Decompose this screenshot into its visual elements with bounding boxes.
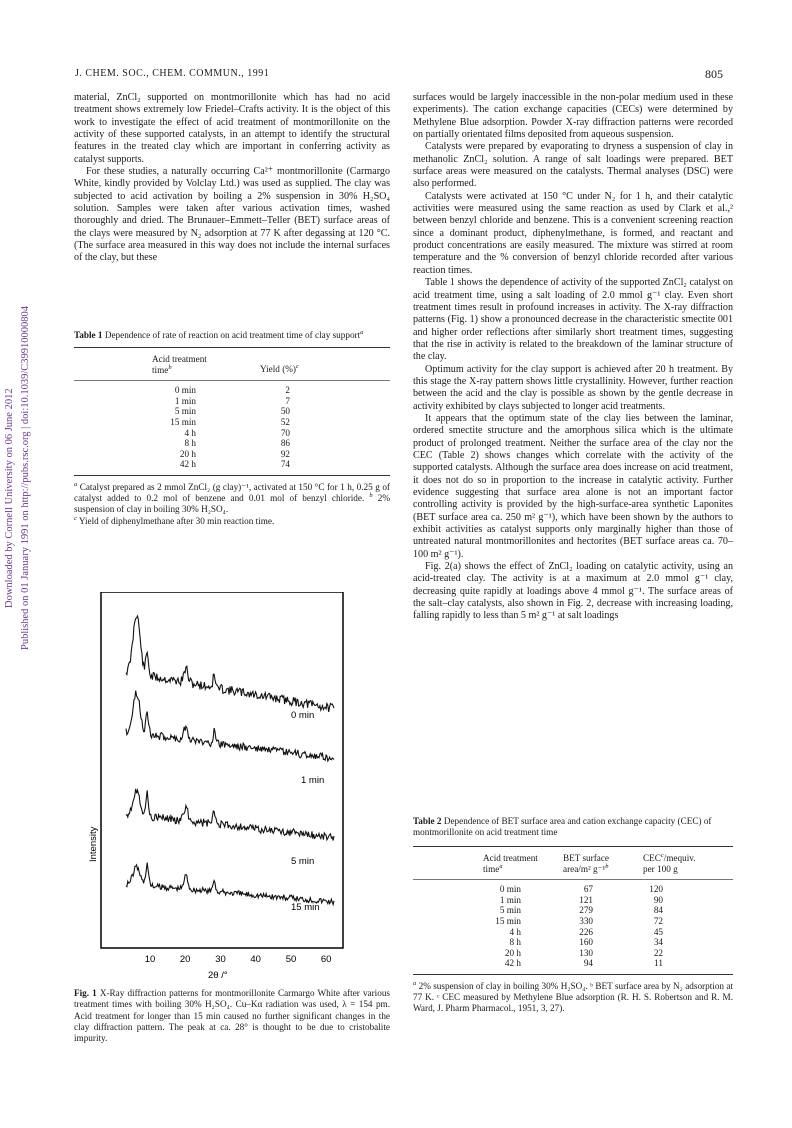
- table-row: [74, 385, 390, 396]
- x-tick-label: 10: [144, 954, 156, 965]
- divider: [413, 846, 733, 847]
- trace-label: 1 min: [301, 775, 325, 786]
- running-head: [75, 68, 723, 79]
- yield-cell: 86: [280, 438, 290, 449]
- paragraph: For these studies, a naturally occurring Ca²⁺ montmorillonite (Carmargo White, kindly provided by Volclay Ltd.) was used as supplied. The clay was subjected to acid activation by boiling a 2% suspension in 30% H₂SO₄ solution. Samples were taken after various activation times, washed thoroughly and dried. The Brunauer–Emmett–Teller (BET) surface areas of the clays were measured by N₂ adsorption at 77 K after degassing at 120 °C. (The surface area measured in this way does not include the internal surfaces of the clay, but these: [74, 166, 390, 264]
- time-cell: 1 min: [174, 395, 196, 406]
- cec-cell: 34: [653, 937, 663, 948]
- cec-cell: 84: [653, 905, 663, 916]
- trace-label: 5 min: [291, 856, 315, 867]
- table-caption: Table 1 Dependence of rate of reaction on acid treatment time of clay support$^a$: [74, 328, 364, 340]
- table-footnotes: $^a$ Catalyst prepared as 2 mmol ZnCl₂ (g clay)⁻¹, activated at 150 °C for 1 h, 0.25 g of catalyst added to 0.2 mol of benzene and 0.01 mol of benzyl chloride. $^b$ 2% suspension of clay in boiling 30% H₂SO₄. $^c$ Yield of diphenylmethane after 30 min reaction time.: [74, 480, 390, 526]
- area-cell: 121: [579, 894, 593, 905]
- divider: [413, 879, 733, 880]
- time-cell: 0 min: [499, 884, 521, 895]
- divider: [413, 974, 733, 975]
- x-tick-label: 60: [320, 954, 332, 965]
- x-tick-label: 30: [215, 954, 226, 965]
- x-tick-labels: [145, 954, 332, 965]
- doi-link[interactable]: Published on 01 January 1991 on http://pubs.rsc.org | doi:10.1039/C39910000804: [20, 305, 31, 650]
- x-tick-label: 50: [285, 954, 297, 965]
- right-column: [413, 92, 733, 623]
- yield-cell: 92: [280, 448, 290, 459]
- yield-cell: 74: [280, 459, 290, 470]
- table-row: [413, 884, 733, 895]
- table-header: Acid treatment time$^a$ BET surface area/m² g⁻¹$^b$ CEC$^c$/mequiv. per 100 g: [483, 851, 696, 874]
- x-axis-label: 2θ /°: [208, 970, 228, 980]
- yield-cell: 70: [280, 427, 290, 438]
- time-cell: 1 min: [499, 894, 521, 905]
- time-cell: 20 h: [179, 448, 196, 459]
- download-note: Downloaded by Cornell University on 06 June 2012: [4, 388, 15, 608]
- table-row: [74, 417, 390, 428]
- time-cell: 42 h: [179, 459, 196, 470]
- time-cell: 5 min: [174, 406, 196, 417]
- xrd-plot: [86, 592, 356, 980]
- area-cell: 67: [583, 884, 593, 895]
- yield-cell: 7: [285, 395, 290, 406]
- time-cell: 42 h: [504, 958, 521, 969]
- divider: [74, 347, 390, 348]
- x-tick-label: 40: [250, 954, 261, 965]
- table-row: [413, 948, 733, 959]
- divider: [74, 380, 390, 381]
- time-cell: 0 min: [174, 385, 196, 396]
- cec-cell: 90: [653, 894, 663, 905]
- table-row: [413, 905, 733, 916]
- figure-1: [86, 592, 356, 980]
- trace-label: 15 min: [291, 902, 320, 913]
- cec-cell: 45: [653, 926, 663, 937]
- yield-cell: 50: [280, 406, 290, 417]
- table-row: [413, 927, 733, 938]
- table-row: [74, 396, 390, 407]
- table-row: [413, 937, 733, 948]
- table-header: Acid treatment time$^b$ Yield (%)$^c$: [152, 354, 299, 375]
- figure-caption: Fig. 1 X-Ray diffraction patterns for montmorillonite Carmargo White after various treatment times with boiling 30% H₂SO₄. Cu–Kα radiation was used, λ = 154 pm. Acid treatment for longer than 15 min caused no further significant changes in the clay diffraction pattern. The peak at ca. 28° is thought to be due to cristobalite impurity.: [74, 988, 390, 1044]
- paragraph: Table 1 shows the dependence of activity of the supported ZnCl₂ catalyst on acid treatment time, using a salt loading of 2.0 mmol g⁻¹ clay. Even short treatment times result in profound increases in activity. The X-ray diffraction patterns (Fig. 1) show a pronounced decrease in the characteristic smectite 001 and higher order reflections after similarly short treatment times, suggesting that the rise in activity is related to the breakdown of the laminar structure of the clay.: [413, 277, 733, 363]
- table-caption: Table 2 Dependence of BET surface area and cation exchange capacity (CEC) of montmorillonite on acid treatment time: [413, 816, 712, 837]
- download-sidebar: [0, 230, 40, 650]
- xrd-trace: [126, 616, 334, 712]
- paragraph: Catalysts were prepared by evaporating to dryness a suspension of clay in methanolic ZnCl₂ solution. A range of salt loadings were prepared. BET surface areas were measured on the catalysts. Thermal analyses (DSC) were also performed.: [413, 141, 733, 190]
- time-cell: 20 h: [504, 947, 521, 958]
- paragraph: surfaces would be largely inaccessible in the non-polar medium used in these experiments). The cation exchange capacities (CECs) were determined by Methylene Blue adsorption. Powder X-ray diffraction patterns were recorded on partially orientated films deposited from aqueous suspension.: [413, 92, 733, 141]
- paragraph: Optimum activity for the clay support is achieved after 20 h treatment. By this stage the X-ray pattern shows little crystallinity. However, further reaction between the acid and the clay is possible as shown by the gentle decrease in activity exhibited by clays subjected to longer acid treatments.: [413, 363, 733, 412]
- xrd-trace: [126, 789, 334, 841]
- y-axis-label: Intensity: [88, 826, 99, 862]
- cec-cell: 22: [653, 947, 663, 958]
- area-cell: 130: [579, 947, 593, 958]
- table-row: [74, 449, 390, 460]
- x-tick-label: 20: [179, 954, 191, 965]
- area-cell: 226: [579, 926, 593, 937]
- paragraph: Catalysts were activated at 150 °C under N₂ for 1 h, and their catalytic activities were measured using the same reaction as used by Clark et al.,² between benzyl chloride and benzene. This is a convenient screening reaction since a dominant product, diphenylmethane, is formed, and reactant and product concentrations are easily measured. The mixture was stirred at room temperature and the % conversion of benzyl chloride recorded after various reaction times.: [413, 190, 733, 276]
- table-1: [74, 330, 390, 527]
- table-row: [74, 406, 390, 417]
- area-cell: 330: [579, 915, 593, 926]
- table-row: [74, 459, 390, 470]
- table-body: [74, 385, 390, 470]
- area-cell: 279: [579, 905, 593, 916]
- page-number: 805: [705, 67, 723, 81]
- table-2: [413, 816, 733, 1015]
- time-cell: 4 h: [509, 926, 521, 937]
- table-row: [413, 895, 733, 906]
- area-cell: 160: [579, 937, 593, 948]
- paragraph: Fig. 2(a) shows the effect of ZnCl₂ loading on catalytic activity, using an acid-treated clay. The activity is at a maximum at 2.0 mmol g⁻¹ clay, decreasing quite rapidly at loadings above 4 mmol g⁻¹. The surface areas of the salt–clay catalysts, also shown in Fig. 2, decrease with increasing loading, falling rapidly to less than 5 m² g⁻¹ at salt loadings: [413, 561, 733, 622]
- paragraph: material, ZnCl₂ supported on montmorillonite which has had no acid treatment shows extremely low Friedel–Crafts activity. It is the object of this work to investigate the effect of acid treatment of montmorillonite on the activity of these supported catalysts, in an attempt to identify the structural features in the treated clay which are important in conferring activity as catalyst supports.: [74, 92, 390, 165]
- area-cell: 94: [583, 958, 593, 969]
- left-column: [74, 92, 390, 265]
- journal-title: J. CHEM. SOC., CHEM. COMMUN., 1991: [75, 68, 270, 79]
- table-row: [413, 958, 733, 969]
- time-cell: 5 min: [499, 905, 521, 916]
- xrd-trace: [126, 691, 334, 761]
- trace-label: 0 min: [291, 710, 315, 721]
- plot-frame: [101, 592, 343, 948]
- cec-cell: 11: [654, 958, 663, 969]
- table-row: [413, 916, 733, 927]
- time-cell: 8 h: [184, 438, 196, 449]
- xrd-trace: [126, 863, 334, 905]
- cec-cell: 120: [649, 884, 663, 895]
- time-cell: 15 min: [495, 915, 521, 926]
- yield-cell: 2: [285, 385, 290, 396]
- yield-cell: 52: [280, 416, 290, 427]
- time-cell: 8 h: [509, 937, 521, 948]
- time-cell: 4 h: [184, 427, 196, 438]
- divider: [74, 475, 390, 476]
- cec-cell: 72: [653, 915, 663, 926]
- table-body: [413, 884, 733, 969]
- table-footnote: $^a$ 2% suspension of clay in boiling 30% H₂SO₄. ᵇ BET surface area by N₂ adsorption at 77 K. ᶜ CEC measured by Methylene Blue adsorption (R. H. S. Robertson and R. M. Ward, J. Pharm Pharmacol., 1951, 3, 27).: [413, 979, 734, 1014]
- table-row: [74, 438, 390, 449]
- paragraph: It appears that the optimum state of the clay lies between the laminar, ordered smectite structure and the amorphous silica which is the ultimate product of prolonged treatment. Neither the surface area of the clay nor the CEC (Table 2) shows changes which correlate with the activity of the supported catalysts. Although the surface area does increase on acid treatment, it does not do so in proportion to the increase in catalytic activity. Further evidence suggesting that surface area alone is not an important factor controlling activity is provided by the high-surface-area synthetic Laponites (BET surface area ca. 250 m² g⁻¹), which have been shown by the authors to exhibit activities as catalyst supports only marginally higher than those of untreated natural montmorillonites and hectorites (BET surface areas ca. 70–100 m² g⁻¹).: [413, 412, 733, 560]
- time-cell: 15 min: [170, 416, 196, 427]
- table-row: [74, 428, 390, 439]
